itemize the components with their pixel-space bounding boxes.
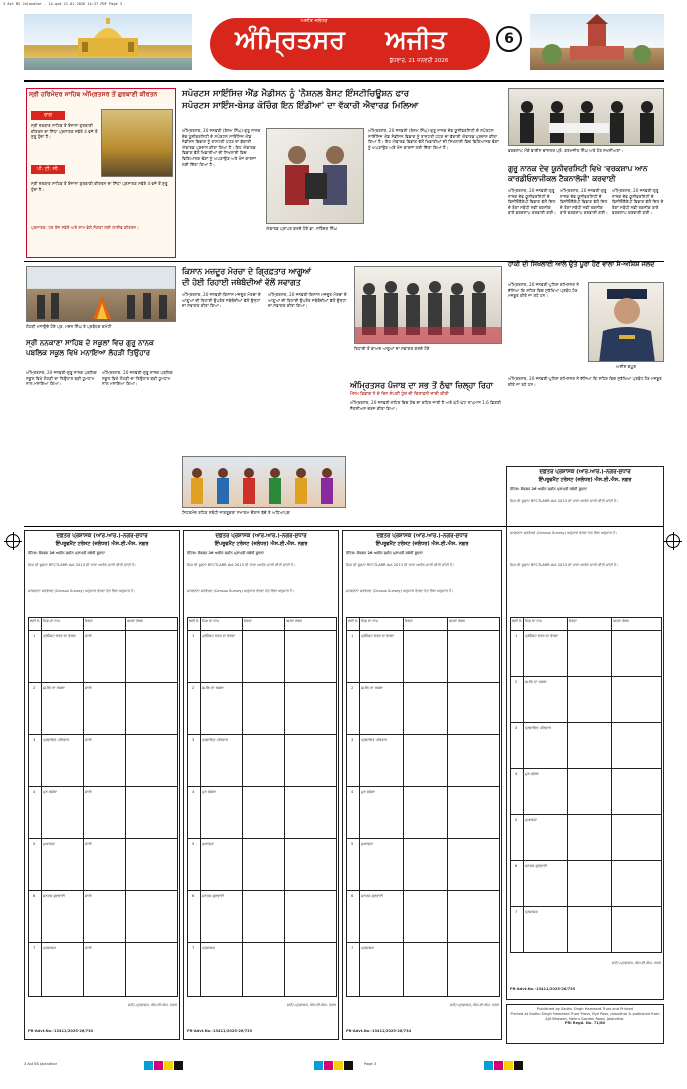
tender-cell: ਪ੍ਰੋਜੈਕਟ ਖੇਤਰ ਦਾ ਵੇਰਵਾ (525, 634, 559, 638)
tender-cell: 5 (351, 842, 354, 846)
tender-cell: 1 (351, 634, 354, 638)
workshop-body-col1: ਅੰਮ੍ਰਿਤਸਰ, 20 ਜਨਵਰੀ-ਗੁਰੂ ਨਾਨਕ ਦੇਵ ਯੂਨੀਵਰਸਿਟੀ ਦੇ ਫਿਜ਼ੀਓਥੈਰੇਪੀ ਵਿਭਾਗ ਵੱਲੋਂ ਦਿਲ ਦੇ ਰੋਗਾਂ ਸਬੰਧੀ ਨਵੀਂ ਤਕਨੀਕ ਬਾਰੇ ਵਰਕਸ਼ਾਪ ਕਰਵਾਈ ਗਈ। (508, 188, 556, 216)
tender-col-header: ਲੜੀ ਨੰ. (189, 619, 200, 623)
tender-cell: ਪ੍ਰਸ਼ਾਸਕ (525, 910, 538, 914)
color-swatch-magenta (494, 1061, 503, 1070)
lead-award-photo (266, 128, 364, 224)
tender-survey-line: ਜਨਗਣਨਾ ਸਰਵੇਖਣ (Census Survey) ਅਨੁਸਾਰ ਵੇਰਵਾ ਹੇਠ ਲਿਖੇ ਅਨੁਸਾਰ ਹੈ। (510, 531, 618, 535)
workshop-headline: ਗੁਰੂ ਨਾਨਕ ਦੇਵ ਯੂਨੀਵਰਸਿਟੀ ਵਿਖੇ 'ਵਰਕਸ਼ਾਪ ਆਨ ਕਾਰਡੀਓਲਾਜੀਕਲ ਟੈਕਨਾਲੋਜੀ' ਕਰਵਾਈ (508, 164, 648, 183)
tender-act-line: ਜਿਸ ਦੀ ਸੂਚਨਾ RFCTLARR Act 2013 ਦੀ ਧਾਰਾ ਅਧੀਨ ਜਾਰੀ ਕੀਤੀ ਜਾਂਦੀ ਹੈ। (346, 563, 455, 567)
police-photo-caption: ਅਸ਼ੀਸ਼ ਕਪੂਰ (616, 364, 636, 369)
tender-cell: ਮੁੜ ਵਸੇਬਾ (202, 790, 216, 794)
farmers-headline-line2: ਦੀ ਹੋਈ ਰਿਹਾਈ ਜਥੇਬੰਦੀਆਂ ਵੱਲੋਂ ਸਵਾਗਤ (182, 278, 301, 287)
tender-cell: ਜਨਤਕ ਸੁਣਵਾਈ (361, 894, 383, 898)
lohri-body-col1: ਅੰਮ੍ਰਿਤਸਰ, 20 ਜਨਵਰੀ-ਗੁਰੂ ਨਾਨਕ ਪਬਲਿਕ ਸਕੂਲ ਵਿਖੇ ਲੋਹੜੀ ਦਾ ਤਿਉਹਾਰ ਬੜੀ ਧੂਮਧਾਮ ਨਾਲ ਮਨਾਇਆ ਗਿਆ। (26, 370, 97, 387)
tender-signature: ਸਹੀ/-ਪ੍ਰਸ਼ਾਸਕ, ਐਸ.ਈ.ਐਸ. ਨਗਰ (127, 1003, 177, 1007)
lohri-bonfire-photo (26, 266, 176, 322)
farmers-body-col2: ਅੰਮ੍ਰਿਤਸਰ, 20 ਜਨਵਰੀ-ਕਿਸਾਨ ਮਜ਼ਦੂਰ ਮੋਰਚਾ ਦੇ ਆਗੂਆਂ ਦੀ ਰਿਹਾਈ ਉਪਰੰਤ ਜਥੇਬੰਦੀਆਂ ਵੱਲੋਂ ਉਨ੍ਹਾਂ ਦਾ ਸਵਾਗਤ ਕੀਤਾ ਗਿਆ। (268, 292, 347, 309)
tender-cell: ਮੁਆਵਜ਼ਾ (361, 842, 373, 846)
tender-cell: 7 (351, 946, 354, 950)
tender-act-line: ਜਿਸ ਦੀ ਸੂਚਨਾ RFCTLARR Act 2013 ਦੀ ਧਾਰਾ ਅਧੀਨ ਜਾਰੀ ਕੀਤੀ ਜਾਂਦੀ ਹੈ। (28, 563, 137, 567)
golden-temple-photo (101, 109, 173, 177)
kirtan-box-text-b: ਸ੍ਰੀ ਦਰਬਾਰ ਸਾਹਿਬ ਤੋਂ ਰੋਜ਼ਾਨਾ ਗੁਰਬਾਣੀ ਕੀਰਤਨ ਦਾ ਸਿੱਧਾ ਪ੍ਰਸਾਰਣ ਸਵੇਰੇ 4 ਵਜੇ ਤੋਂ ਸ਼ੁਰੂ ਹੁੰਦਾ ਹੈ। (31, 181, 168, 192)
tender-intro: ਨੋਟਿਸ: ਸੈਕਸ਼ਨ 26 ਅਧੀਨ ਜ਼ਮੀਨ ਪ੍ਰਾਪਤੀ ਸਬੰਧੀ ਸੂਚਨਾ (28, 551, 105, 555)
tender-cell: ਮੁਆਵਜ਼ਾ (202, 842, 214, 846)
tender-col-header: ਖਸਰਾ ਨੰਬਰ (127, 619, 143, 623)
lead-body-col2: ਅੰਮ੍ਰਿਤਸਰ, 20 ਜਨਵਰੀ (ਰੇਸ਼ਮ ਸਿੰਘ)-ਗੁਰੂ ਨਾਨਕ ਦੇਵ ਯੂਨੀਵਰਸਿਟੀ ਦੇ ਸਪੋਰਟਸ ਸਾਇੰਸਿਜ਼ ਐਂਡ ਮੈਡੀਸਨ ਵਿਭਾਗ ਨੂੰ ਰਾਸ਼ਟਰੀ ਪੱਧਰ ਦਾ ਵੱਕਾਰੀ ਐਵਾਰਡ ਪ੍ਰਦਾਨ ਕੀਤਾ ਗਿਆ ਹੈ। ਇਹ ਐਵਾਰਡ ਵਿਭਾਗ ਵੱਲੋਂ ਖਿਡਾਰੀਆਂ ਦੀ ਸਿਖਲਾਈ ਵਿਚ ਵਿਗਿਆਨਕ ਢੰਗਾਂ ਨੂੰ ਅਪਣਾਉਣ ਅਤੇ ਖੋਜ ਕਾਰਜਾਂ ਲਈ ਦਿੱਤਾ ਗਿਆ ਹੈ। (368, 128, 499, 150)
kirtan-raag-tag: ਰਾਗ (31, 111, 65, 120)
tender-notice-3 (342, 530, 502, 1040)
tender-cell: 3 (515, 726, 518, 730)
tender-act-line: ਜਿਸ ਦੀ ਸੂਚਨਾ RFCTLARR Act 2013 ਦੀ ਧਾਰਾ ਅਧੀਨ ਜਾਰੀ ਕੀਤੀ ਜਾਂਦੀ ਹੈ। (510, 499, 619, 503)
tender-cell: ਪ੍ਰਭਾਵਿਤ ਪਰਿਵਾਰ (43, 738, 69, 742)
tender-act-line: ਜਿਸ ਦੀ ਸੂਚਨਾ RFCTLARR Act 2013 ਦੀ ਧਾਰਾ ਅਧੀਨ ਜਾਰੀ ਕੀਤੀ ਜਾਂਦੀ ਹੈ। (510, 563, 619, 567)
police-body-col1: ਅੰਮ੍ਰਿਤਸਰ, 20 ਜਨਵਰੀ-ਪੁਲਿਸ ਕਮਿਸ਼ਨਰ ਨੇ ਦੱਸਿਆ ਕਿ ਸ਼ਹਿਰ ਵਿਚ ਸੁਰੱਖਿਆ ਪ੍ਰਬੰਧ ਹੋਰ ਮਜ਼ਬੂਤ ਕੀਤੇ ਜਾ ਰਹੇ ਹਨ। (508, 282, 579, 299)
tender-table (187, 617, 337, 997)
tender-cell: ਜਾਰੀ (85, 946, 92, 950)
tender-col-header: ਵੇਰਵਾ (244, 619, 252, 623)
festival-photo (182, 456, 346, 508)
tender-col-header: ਪਿੰਡ ਦਾ ਨਾਮ (43, 619, 61, 623)
farmers-headline (182, 266, 350, 288)
tender-survey-line: ਜਨਗਣਨਾ ਸਰਵੇਖਣ (Census Survey) ਅਨੁਸਾਰ ਵੇਰਵਾ ਹੇਠ ਲਿਖੇ ਅਨੁਸਾਰ ਹੈ। (346, 589, 454, 593)
tender-cell: 4 (33, 790, 36, 794)
lohri-body-col2: ਅੰਮ੍ਰਿਤਸਰ, 20 ਜਨਵਰੀ-ਗੁਰੂ ਨਾਨਕ ਪਬਲਿਕ ਸਕੂਲ ਵਿਖੇ ਲੋਹੜੀ ਦਾ ਤਿਉਹਾਰ ਬੜੀ ਧੂਮਧਾਮ ਨਾਲ ਮਨਾਇਆ ਗਿਆ। (102, 370, 173, 387)
tender-cell: ਜਨਤਕ ਸੁਣਵਾਈ (525, 864, 547, 868)
footer-mid: Page 3 (364, 1062, 377, 1066)
police-officer-photo (588, 282, 664, 362)
tender-signature: ਸਹੀ/-ਪ੍ਰਸ਼ਾਸਕ, ਐਸ.ਈ.ਐਸ. ਨਗਰ (611, 961, 661, 965)
tender-intro: ਨੋਟਿਸ: ਸੈਕਸ਼ਨ 26 ਅਧੀਨ ਜ਼ਮੀਨ ਪ੍ਰਾਪਤੀ ਸਬੰਧੀ ਸੂਚਨਾ (187, 551, 264, 555)
police-body-col2: ਅੰਮ੍ਰਿਤਸਰ, 20 ਜਨਵਰੀ-ਪੁਲਿਸ ਕਮਿਸ਼ਨਰ ਨੇ ਦੱਸਿਆ ਕਿ ਸ਼ਹਿਰ ਵਿਚ ਸੁਰੱਖਿਆ ਪ੍ਰਬੰਧ ਹੋਰ ਮਜ਼ਬੂਤ ਕੀਤੇ ਜਾ ਰਹੇ ਹਨ। (508, 376, 662, 387)
tender-cell: 3 (33, 738, 36, 742)
tender-col-header: ਖਸਰਾ ਨੰਬਰ (286, 619, 302, 623)
tender-pr-code: PR-Advt.No.-13411/2025-26/735 (510, 987, 576, 991)
tender-cell: ਮੁਆਵਜ਼ਾ (525, 818, 537, 822)
tender-col-header: ਲੜੀ ਨੰ. (348, 619, 359, 623)
kirtan-box-footer: ਪ੍ਰਸਾਰਣ: ਹਰ ਰੋਜ਼ ਸਵੇਰੇ ਅਤੇ ਸ਼ਾਮ ਵੇਲੇ ਸੰਗਤਾਂ ਲਈ ਲਾਈਵ ਕੀਰਤਨ। (31, 225, 139, 230)
tender-cell: 2 (33, 686, 36, 690)
color-swatch-black (514, 1061, 523, 1070)
kirtan-box (26, 88, 176, 258)
imprint-box (506, 1004, 664, 1044)
workshop-body-col3: ਅੰਮ੍ਰਿਤਸਰ, 20 ਜਨਵਰੀ-ਗੁਰੂ ਨਾਨਕ ਦੇਵ ਯੂਨੀਵਰਸਿਟੀ ਦੇ ਫਿਜ਼ੀਓਥੈਰੇਪੀ ਵਿਭਾਗ ਵੱਲੋਂ ਦਿਲ ਦੇ ਰੋਗਾਂ ਸਬੰਧੀ ਨਵੀਂ ਤਕਨੀਕ ਬਾਰੇ ਵਰਕਸ਼ਾਪ ਕਰਵਾਈ ਗਈ। (612, 188, 664, 216)
tender-pr-code: PR-Advt.No.-13411/2025-26/730 (28, 1029, 94, 1033)
imprint-line3: Ajit Bhawan, Nehru Garden Road, Jalandhar. (545, 1016, 625, 1021)
tender-cell: ਜਾਰੀ (85, 738, 92, 742)
tender-cell: 6 (33, 894, 36, 898)
tender-cell: 4 (192, 790, 195, 794)
tender-col-header: ਵੇਰਵਾ (405, 619, 413, 623)
tender-cell: 5 (192, 842, 195, 846)
kirtan-ptc-tag: ਪੀ. ਟੀ. ਸੀ. (31, 165, 65, 174)
tender-cell: ਪ੍ਰੋਜੈਕਟ ਖੇਤਰ ਦਾ ਵੇਰਵਾ (43, 634, 77, 638)
tender-cell: 2 (192, 686, 195, 690)
tender-cell: 4 (515, 772, 518, 776)
tender-cell: ਮੁਆਵਜ਼ਾ (43, 842, 55, 846)
tender-cell: 3 (351, 738, 354, 742)
tender-intro: ਨੋਟਿਸ: ਸੈਕਸ਼ਨ 26 ਅਧੀਨ ਜ਼ਮੀਨ ਪ੍ਰਾਪਤੀ ਸਬੰਧੀ ਸੂਚਨਾ (346, 551, 423, 555)
tender-cell: ਜਾਰੀ (85, 634, 92, 638)
lead-headline (182, 88, 500, 122)
masthead-title-right: ਅਜੀਤ (385, 25, 447, 54)
tender-col-header: ਵੇਰਵਾ (85, 619, 93, 623)
tender-col-header: ਪਿੰਡ ਦਾ ਨਾਮ (202, 619, 220, 623)
tender-col-header: ਲੜੀ ਨੰ. (30, 619, 41, 623)
tender-col-header: ਪਿੰਡ ਦਾ ਨਾਮ (525, 619, 543, 623)
tender-notice-1 (24, 530, 180, 1040)
lead-body-col1: ਅੰਮ੍ਰਿਤਸਰ, 20 ਜਨਵਰੀ (ਰੇਸ਼ਮ ਸਿੰਘ)-ਗੁਰੂ ਨਾਨਕ ਦੇਵ ਯੂਨੀਵਰਸਿਟੀ ਦੇ ਸਪੋਰਟਸ ਸਾਇੰਸਿਜ਼ ਐਂਡ ਮੈਡੀਸਨ ਵਿਭਾਗ ਨੂੰ ਰਾਸ਼ਟਰੀ ਪੱਧਰ ਦਾ ਵੱਕਾਰੀ ਐਵਾਰਡ ਪ੍ਰਦਾਨ ਕੀਤਾ ਗਿਆ ਹੈ। ਇਹ ਐਵਾਰਡ ਵਿਭਾਗ ਵੱਲੋਂ ਖਿਡਾਰੀਆਂ ਦੀ ਸਿਖਲਾਈ ਵਿਚ ਵਿਗਿਆਨਕ ਢੰਗਾਂ ਨੂੰ ਅਪਣਾਉਣ ਅਤੇ ਖੋਜ ਕਾਰਜਾਂ ਲਈ ਦਿੱਤਾ ਗਿਆ ਹੈ। (182, 128, 261, 167)
tender-col-header: ਖਸਰਾ ਨੰਬਰ (449, 619, 465, 623)
registration-mark-icon (6, 534, 20, 548)
tender-cell: 5 (515, 818, 518, 822)
color-swatch-cyan (144, 1061, 153, 1070)
tender-table (28, 617, 178, 997)
workshop-photo (508, 88, 664, 146)
tender-cell: 7 (33, 946, 36, 950)
tender-cell: 5 (33, 842, 36, 846)
page-number: 6 (496, 26, 522, 52)
tender-cell: ਜ਼ਮੀਨ ਦਾ ਰਕਬਾ (361, 686, 383, 690)
tender-title: ਦਫ਼ਤਰ ਪ੍ਰਸ਼ਾਸਕ (ਆਰ.ਆਰ.)-ਨਗਰ-ਸੁਧਾਰ (215, 533, 307, 539)
tender-col-header: ਖਸਰਾ ਨੰਬਰ (613, 619, 629, 623)
tender-cell: 4 (351, 790, 354, 794)
tender-col-header: ਲੜੀ ਨੰ. (512, 619, 523, 623)
color-swatch-magenta (324, 1061, 333, 1070)
festival-caption: ਸਿਹਤਮੰਦ ਰਹਿਣ ਸਬੰਧੀ ਜਾਗਰੂਕਤਾ ਸਮਾਗਮ ਦੌਰਾਨ ਬੱਚੇ ਤੇ ਅਧਿਆਪਕ (182, 510, 290, 515)
workshop-body-col2: ਅੰਮ੍ਰਿਤਸਰ, 20 ਜਨਵਰੀ-ਗੁਰੂ ਨਾਨਕ ਦੇਵ ਯੂਨੀਵਰਸਿਟੀ ਦੇ ਫਿਜ਼ੀਓਥੈਰੇਪੀ ਵਿਭਾਗ ਵੱਲੋਂ ਦਿਲ ਦੇ ਰੋਗਾਂ ਸਬੰਧੀ ਨਵੀਂ ਤਕਨੀਕ ਬਾਰੇ ਵਰਕਸ਼ਾਪ ਕਰਵਾਈ ਗਈ। (560, 188, 608, 216)
tender-cell: ਜਾਰੀ (85, 790, 92, 794)
tender-subtitle: ਇੰਪਰੂਵਮੈਂਟ ਟਰੱਸਟ (ਜਲੰਧਰ) ਐਸ.ਈ.ਐਸ. ਨਗਰ (538, 477, 632, 483)
tender-cell: ਮੁੜ ਵਸੇਬਾ (43, 790, 57, 794)
tender-cell: ਜ਼ਮੀਨ ਦਾ ਰਕਬਾ (525, 680, 547, 684)
tender-cell: ਜਾਰੀ (85, 894, 92, 898)
tender-cell: 6 (515, 864, 518, 868)
imprint-line2: Printed at Sadhu Singh Hamdard Trust Press, Bye Pass, Jalandhar & published from (510, 1011, 660, 1016)
tender-act-line: ਜਿਸ ਦੀ ਸੂਚਨਾ RFCTLARR Act 2013 ਦੀ ਧਾਰਾ ਅਧੀਨ ਜਾਰੀ ਕੀਤੀ ਜਾਂਦੀ ਹੈ। (187, 563, 296, 567)
color-swatch-yellow (164, 1061, 173, 1070)
cold-subhead: ਮੌਸਮ ਵਿਭਾਗ ਨੇ ਦੋ ਦਿਨ ਸੰਘਣੀ ਧੁੰਦ ਦੀ ਚਿਤਾਵਨੀ ਜਾਰੀ ਕੀਤੀ (350, 392, 449, 397)
lead-headline-line1: ਸਪੋਰਟਸ ਸਾਇੰਸਿਜ਼ ਐਂਡ ਮੈਡੀਸਨ ਨੂੰ 'ਨੈਸ਼ਨਲ ਬੈਸਟ ਇੰਸਟੀਚਿਊਸ਼ਨ ਫਾਰ (182, 89, 410, 99)
tender-cell: ਪ੍ਰੋਜੈਕਟ ਖੇਤਰ ਦਾ ਵੇਰਵਾ (361, 634, 395, 638)
tender-table (510, 617, 662, 953)
tender-survey-line: ਜਨਗਣਨਾ ਸਰਵੇਖਣ (Census Survey) ਅਨੁਸਾਰ ਵੇਰਵਾ ਹੇਠ ਲਿਖੇ ਅਨੁਸਾਰ ਹੈ। (187, 589, 295, 593)
masthead-divider (24, 80, 664, 82)
tender-cell: ਪ੍ਰੋਜੈਕਟ ਖੇਤਰ ਦਾ ਵੇਰਵਾ (202, 634, 236, 638)
tender-cell: 2 (351, 686, 354, 690)
tender-cell: ਜਾਰੀ (85, 842, 92, 846)
police-headline: ਹਾਕੀ ਦੀ ਸਿਖਲਾਈ ਆਲੇ ਉਤੇ ਪੂਰਾ ਹੋਣ ਵਾਲਾ ਸੇ-ਅਸ਼ਿਸ਼ ਜਲਦ (508, 260, 655, 268)
tender-notice-2 (183, 530, 339, 1040)
masthead-title-left: ਅੰਮ੍ਰਿਤਸਰ (235, 25, 345, 54)
cold-headline: ਅੰਮ੍ਰਿਤਸਰ ਪੰਜਾਬ ਦਾ ਸਭ ਤੋਂ ਠੰਢਾ ਜ਼ਿਲ੍ਹਾ ਰਿਹਾ (350, 381, 494, 390)
tender-cell: 2 (515, 680, 518, 684)
color-swatch-cyan (314, 1061, 323, 1070)
color-swatch-yellow (504, 1061, 513, 1070)
farmers-group-photo (354, 266, 502, 344)
tender-signature: ਸਹੀ/-ਪ੍ਰਸ਼ਾਸਕ, ਐਸ.ਈ.ਐਸ. ਨਗਰ (286, 1003, 336, 1007)
registration-mark-icon (666, 534, 680, 548)
tender-notice-4 (506, 466, 664, 1000)
tender-cell: 1 (515, 634, 518, 638)
tender-subtitle: ਇੰਪਰੂਵਮੈਂਟ ਟਰੱਸਟ (ਜਲੰਧਰ) ਐਸ.ਈ.ਐਸ. ਨਗਰ (214, 541, 308, 547)
color-swatch-black (344, 1061, 353, 1070)
tender-col-header: ਪਿੰਡ ਦਾ ਨਾਮ (361, 619, 379, 623)
tender-cell: ਪ੍ਰਭਾਵਿਤ ਪਰਿਵਾਰ (202, 738, 228, 742)
tender-title: ਦਫ਼ਤਰ ਪ੍ਰਸ਼ਾਸਕ (ਆਰ.ਆਰ.)-ਨਗਰ-ਸੁਧਾਰ (56, 533, 148, 539)
tender-cell: 7 (515, 910, 518, 914)
color-swatch-black (174, 1061, 183, 1070)
edition-tag: ਅਜੀਤ ਜਲੰਧਰ (300, 18, 328, 24)
lohri-headline: ਸ੍ਰੀ ਨਨਕਾਣਾ ਸਾਹਿਬ ਦੇ ਸਕੂਲਾਂ ਵਿਚ ਗੁਰੂ ਨਾਨਕ ਪਬਲਿਕ ਸਕੂਲ ਵਿਖੇ ਮਨਾਇਆ ਲੋਹੜੀ ਤਿਉਹਾਰ (26, 338, 155, 357)
imprint-line4: PRI Regd. No. 71/80 (564, 1021, 606, 1026)
tender-cell: 6 (351, 894, 354, 898)
color-swatch-magenta (154, 1061, 163, 1070)
tender-cell: 6 (192, 894, 195, 898)
kirtan-box-title: ਸ੍ਰੀ ਹਰਿਮੰਦਰ ਸਾਹਿਬ ਅੰਮ੍ਰਿਤਸਰ ਤੋਂ ਗੁਰਬਾਣੀ ਕੀਰਤਨ (29, 91, 158, 98)
print-slug: 3 Ast BS Jalandhar - 1G.qxd 21.01.2026 14:37 PDF Page 3 (3, 2, 122, 6)
tender-cell: ਪ੍ਰਭਾਵਿਤ ਪਰਿਵਾਰ (361, 738, 387, 742)
cold-body: ਅੰਮ੍ਰਿਤਸਰ, 20 ਜਨਵਰੀ-ਸ਼ਹਿਰ ਵਿਚ ਠੰਢ ਦਾ ਕਹਿਰ ਜਾਰੀ ਹੈ ਅਤੇ ਘੱਟੋ-ਘੱਟ ਤਾਪਮਾਨ 1.6 ਡਿਗਰੀ ਸੈਲਸੀਅਸ ਦਰਜ ਕੀਤਾ ਗਿਆ। (350, 400, 501, 411)
workshop-caption: ਵਰਕਸ਼ਾਪ ਮੌਕੇ ਵਾਈਸ ਚਾਂਸਲਰ ਪ੍ਰੋ. ਕਰਮਜੀਤ ਸਿੰਘ ਅਤੇ ਹੋਰ ਸ਼ਖਸੀਅਤਾਂ। (508, 148, 624, 153)
imprint-line1: Published by Sadhu Singh Hamdard Trust and Printed (537, 1007, 633, 1011)
tender-cell: ਪ੍ਰਭਾਵਿਤ ਪਰਿਵਾਰ (525, 726, 551, 730)
tender-cell: ਮੁੜ ਵਸੇਬਾ (525, 772, 539, 776)
tender-intro: ਨੋਟਿਸ: ਸੈਕਸ਼ਨ 26 ਅਧੀਨ ਜ਼ਮੀਨ ਪ੍ਰਾਪਤੀ ਸਬੰਧੀ ਸੂਚਨਾ (510, 487, 587, 491)
farmers-body-col1: ਅੰਮ੍ਰਿਤਸਰ, 20 ਜਨਵਰੀ-ਕਿਸਾਨ ਮਜ਼ਦੂਰ ਮੋਰਚਾ ਦੇ ਆਗੂਆਂ ਦੀ ਰਿਹਾਈ ਉਪਰੰਤ ਜਥੇਬੰਦੀਆਂ ਵੱਲੋਂ ਉਨ੍ਹਾਂ ਦਾ ਸਵਾਗਤ ਕੀਤਾ ਗਿਆ। (182, 292, 261, 309)
tender-cell: ਜ਼ਮੀਨ ਦਾ ਰਕਬਾ (43, 686, 65, 690)
tender-signature: ਸਹੀ/-ਪ੍ਰਸ਼ਾਸਕ, ਐਸ.ਈ.ਐਸ. ਨਗਰ (449, 1003, 499, 1007)
tender-title: ਦਫ਼ਤਰ ਪ੍ਰਸ਼ਾਸਕ (ਆਰ.ਆਰ.)-ਨਗਰ-ਸੁਧਾਰ (539, 469, 631, 475)
tender-pr-code: PR-Advt.No.-13411/2025-26/733 (187, 1029, 253, 1033)
footer-bar (24, 1056, 664, 1078)
tender-cell: 1 (192, 634, 195, 638)
tender-cell: ਪ੍ਰਸ਼ਾਸਕ (361, 946, 374, 950)
tender-subtitle: ਇੰਪਰੂਵਮੈਂਟ ਟਰੱਸਟ (ਜਲੰਧਰ) ਐਸ.ਈ.ਐਸ. ਨਗਰ (375, 541, 469, 547)
color-swatch-yellow (334, 1061, 343, 1070)
tender-cell: ਮੁੜ ਵਸੇਬਾ (361, 790, 375, 794)
tender-cell: ਪ੍ਰਸ਼ਾਸਕ (43, 946, 56, 950)
tender-cell: ਜਾਰੀ (85, 686, 92, 690)
tender-table (346, 617, 500, 997)
tender-col-header: ਵੇਰਵਾ (569, 619, 577, 623)
tender-cell: ਪ੍ਰਸ਼ਾਸਕ (202, 946, 215, 950)
lohri-caption: ਲੋਹੜੀ ਮਨਾਉਂਦੇ ਹੋਏ ਪ੍ਰ. ਮਦਨ ਸਿੰਘ ਤੇ ਪ੍ਰਬੰਧਕ ਕਮੇਟੀ (26, 324, 112, 329)
color-swatch-cyan (484, 1061, 493, 1070)
tender-cell: ਜ਼ਮੀਨ ਦਾ ਰਕਬਾ (202, 686, 224, 690)
golden-temple-illustration (24, 14, 192, 70)
tender-survey-line: ਜਨਗਣਨਾ ਸਰਵੇਖਣ (Census Survey) ਅਨੁਸਾਰ ਵੇਰਵਾ ਹੇਠ ਲਿਖੇ ਅਨੁਸਾਰ ਹੈ। (28, 589, 136, 593)
lead-headline-line2: ਸਪੋਰਟਸ ਸਾਇੰਸ-ਬੇਸਡ ਕੋਚਿੰਗ ਇਨ ਇੰਡੀਆ' ਦਾ ਵੱਕਾਰੀ ਐਵਾਰਡ ਮਿਲਿਆ (182, 101, 419, 111)
tender-title: ਦਫ਼ਤਰ ਪ੍ਰਸ਼ਾਸਕ (ਆਰ.ਆਰ.)-ਨਗਰ-ਸੁਧਾਰ (376, 533, 468, 539)
farmers-headline-line1: ਕਿਸਾਨ ਮਜ਼ਦੂਰ ਮੋਰਚਾ ਦੇ ਗ੍ਰਿਫ਼ਤਾਰ ਆਗੂਆਂ (182, 267, 311, 276)
kirtan-box-text-a: ਸ੍ਰੀ ਦਰਬਾਰ ਸਾਹਿਬ ਤੋਂ ਰੋਜ਼ਾਨਾ ਗੁਰਬਾਣੀ ਕੀਰਤਨ ਦਾ ਸਿੱਧਾ ਪ੍ਰਸਾਰਣ ਸਵੇਰੇ 4 ਵਜੇ ਤੋਂ ਸ਼ੁਰੂ ਹੁੰਦਾ ਹੈ। (31, 123, 98, 140)
masthead-date: ਬੁੱਧਵਾਰ, 21 ਜਨਵਰੀ 2026 (389, 58, 449, 64)
footer-left: 3 Ast BS Jalandhar (24, 1062, 58, 1066)
tender-cell: ਜਨਤਕ ਸੁਣਵਾਈ (43, 894, 65, 898)
lead-photo-caption: ਐਵਾਰਡ ਪ੍ਰਾਪਤ ਕਰਦੇ ਹੋਏ ਡਾ. ਸਤਿੰਦਰ ਸਿੰਘ (266, 226, 337, 231)
tender-subtitle: ਇੰਪਰੂਵਮੈਂਟ ਟਰੱਸਟ (ਜਲੰਧਰ) ਐਸ.ਈ.ਐਸ. ਨਗਰ (55, 541, 149, 547)
tender-cell: 1 (33, 634, 36, 638)
tender-cell: 3 (192, 738, 195, 742)
monument-illustration (530, 14, 664, 70)
tender-pr-code: PR-Advt.No.-13411/2025-26/734 (346, 1029, 412, 1033)
tender-cell: 7 (192, 946, 195, 950)
farmers-photo-caption: ਰਿਹਾਈ ਤੋਂ ਬਾਅਦ ਆਗੂਆਂ ਦਾ ਸਵਾਗਤ ਕਰਦੇ ਹੋਏ (354, 346, 430, 351)
masthead (24, 12, 664, 76)
tender-cell: ਜਨਤਕ ਸੁਣਵਾਈ (202, 894, 224, 898)
